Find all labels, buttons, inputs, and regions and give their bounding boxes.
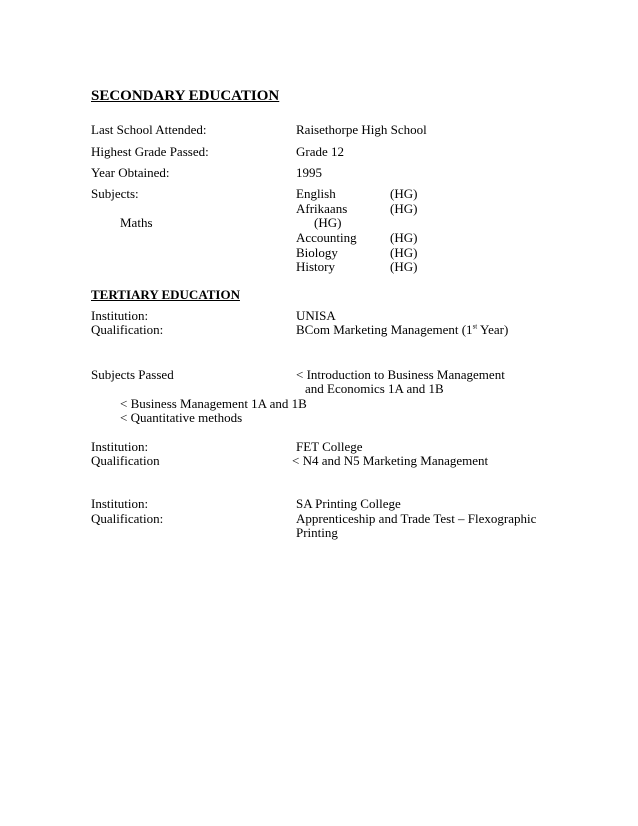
subject-name: Biology bbox=[296, 245, 338, 260]
sa-printing-qualification-line1: Apprenticeship and Trade Test – Flexographic bbox=[296, 511, 537, 526]
subject-passed-item: < Business Management 1A and 1B bbox=[120, 396, 307, 411]
highest-grade-label: Highest Grade Passed: bbox=[91, 144, 209, 159]
subject-passed-item: < Quantitative methods bbox=[120, 410, 243, 425]
unisa-qualification-value: BCom Marketing Management (1st Year) bbox=[296, 322, 509, 337]
fet-qualification-label: Qualification bbox=[91, 453, 160, 468]
subject-grade: (HG) bbox=[390, 245, 418, 260]
secondary-education-heading: SECONDARY EDUCATION bbox=[91, 88, 280, 104]
subject-grade: (HG) bbox=[390, 186, 418, 201]
subjects-label: Subjects: bbox=[91, 186, 139, 201]
fet-institution-value: FET College bbox=[296, 439, 363, 454]
sa-printing-qualification-label: Qualification: bbox=[91, 511, 164, 526]
fet-institution-label: Institution: bbox=[91, 439, 149, 454]
subject-name: Maths bbox=[120, 215, 153, 230]
unisa-institution-label: Institution: bbox=[91, 308, 149, 323]
unisa-qualification-label: Qualification: bbox=[91, 322, 164, 337]
highest-grade-value: Grade 12 bbox=[296, 144, 345, 159]
sa-printing-institution-value: SA Printing College bbox=[296, 496, 401, 511]
subject-grade: (HG) bbox=[390, 230, 418, 245]
last-school-value: Raisethorpe High School bbox=[296, 122, 427, 137]
subject-name: English bbox=[296, 186, 336, 201]
subject-name: History bbox=[296, 259, 335, 274]
subject-passed-item: and Economics 1A and 1B bbox=[305, 381, 444, 396]
sa-printing-qualification-line2: Printing bbox=[296, 525, 338, 540]
sa-printing-institution-label: Institution: bbox=[91, 496, 149, 511]
unisa-institution-value: UNISA bbox=[296, 308, 336, 323]
year-obtained-value: 1995 bbox=[296, 165, 322, 180]
last-school-label: Last School Attended: bbox=[91, 122, 207, 137]
tertiary-education-heading: TERTIARY EDUCATION bbox=[91, 287, 240, 302]
subject-name: Afrikaans bbox=[296, 201, 348, 216]
subjects-passed-label: Subjects Passed bbox=[91, 367, 174, 382]
subject-grade: (HG) bbox=[314, 215, 342, 230]
subject-passed-item: < Introduction to Business Management bbox=[296, 367, 505, 382]
subject-grade: (HG) bbox=[390, 201, 418, 216]
year-obtained-label: Year Obtained: bbox=[91, 165, 170, 180]
subject-name: Accounting bbox=[296, 230, 357, 245]
fet-qualification-value: < N4 and N5 Marketing Management bbox=[292, 453, 489, 468]
subject-grade: (HG) bbox=[390, 259, 418, 274]
